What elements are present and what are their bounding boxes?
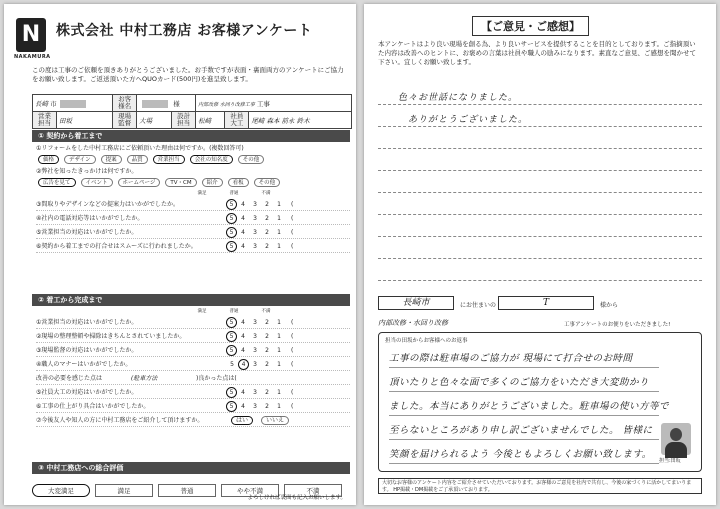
- option-tag[interactable]: 紹介: [202, 178, 223, 187]
- rating-question: 改善の必要を感じた点は: [36, 375, 103, 382]
- reply-line: 至らないところがあり申し訳ございませんでした。 皆様に: [389, 421, 659, 440]
- logo-text: NAKAMURA: [14, 54, 51, 60]
- rating-row: [36, 199, 350, 211]
- overall-option[interactable]: 普通: [158, 484, 216, 497]
- rating-option[interactable]: 4: [241, 389, 245, 396]
- rating-question: ⑤営業担当の対応はいかがでしたか。: [36, 229, 138, 236]
- option-tag[interactable]: デザイン: [64, 155, 96, 164]
- question-1-options: [38, 155, 269, 164]
- rating-option[interactable]: 4: [241, 243, 245, 250]
- rating-option[interactable]: 2: [265, 229, 269, 236]
- rating-question: ⑥工事の仕上がり具合はいかがでしたか。: [36, 403, 150, 410]
- paren-open: (: [291, 389, 294, 396]
- rating-option[interactable]: 5: [226, 199, 237, 210]
- option-tag[interactable]: その他: [254, 178, 281, 187]
- section-3-header: ③ 中村工務店への総合評価: [32, 462, 350, 474]
- scale-label: 満足: [197, 191, 207, 196]
- survey-header: [16, 14, 346, 68]
- paren-open: (: [291, 403, 294, 410]
- rating-scale: [226, 241, 285, 253]
- rating-option[interactable]: 1: [277, 403, 281, 410]
- rating-option[interactable]: 5: [226, 241, 237, 252]
- rating-question: ⑥契約から着工までの打合せはスムーズに行われましたか。: [36, 243, 197, 250]
- rating-scale-header: [194, 308, 274, 314]
- comment-lines: [378, 84, 702, 289]
- paren-open: (: [291, 333, 294, 340]
- city-cell: 長崎 市: [33, 95, 113, 112]
- paren-open: (: [291, 319, 294, 326]
- sales-label: 営業担当: [33, 112, 57, 129]
- rating-option[interactable]: 1: [277, 243, 281, 250]
- redacted-block: [142, 100, 168, 108]
- overall-rating: [32, 478, 350, 495]
- rating-row: [36, 373, 350, 385]
- rating-scale: [226, 199, 285, 211]
- rating-scale: [226, 401, 285, 413]
- rating-question: ③間取りやデザインなどの提案力はいかがでしたか。: [36, 201, 179, 208]
- rating-option[interactable]: 5: [226, 387, 237, 398]
- survey-back-page: [364, 4, 716, 505]
- rating-row: [36, 317, 350, 329]
- signoff-city: 長崎市: [378, 296, 454, 310]
- name-label: お客様名: [113, 95, 137, 112]
- paren-open: (: [291, 347, 294, 354]
- rating-scale: [226, 213, 285, 225]
- rating-question: ②現場の整理整頓や掃除はきちんとされていましたか。: [36, 333, 186, 340]
- rating-option[interactable]: 5: [226, 213, 237, 224]
- customer-signoff: [378, 296, 702, 312]
- customer-comment-line: ありがとうございました。: [408, 115, 529, 125]
- rating-option[interactable]: 5: [226, 331, 237, 342]
- rating-option[interactable]: 4: [241, 319, 245, 326]
- overall-option[interactable]: 大変満足: [32, 484, 90, 497]
- survey-front-page: [4, 4, 356, 505]
- scale-label: 普通: [229, 191, 239, 196]
- rating-option[interactable]: 3: [253, 201, 257, 208]
- paren-open: (: [291, 243, 294, 250]
- rating-option[interactable]: 3: [253, 319, 257, 326]
- rating-option[interactable]: 4: [241, 347, 245, 354]
- rating-question: ④社内の電話対応等はいかがでしたか。: [36, 215, 144, 222]
- rating-row: [36, 331, 350, 343]
- rating-option[interactable]: 5: [226, 401, 237, 412]
- comments-title: 【ご意見・ご感想】: [472, 16, 589, 36]
- rating-scale: [226, 359, 285, 371]
- option-tag[interactable]: 提案: [101, 155, 122, 164]
- option-tag[interactable]: 広告を見て: [38, 178, 76, 187]
- rating-option[interactable]: 3: [253, 229, 257, 236]
- rating-option[interactable]: 2: [265, 215, 269, 222]
- back-footer-note: 大切なお客様のアンケート内容をご紹介させていただいております。お客様のご意見を社内で共有し、今後の家づくりに活かしてまいります。 HP掲載・DM掲載をご了承頂いております。: [378, 478, 702, 494]
- scale-label: 普通: [229, 309, 239, 314]
- rating-option[interactable]: 2: [265, 361, 269, 368]
- name-cell: 様: [137, 95, 196, 112]
- improvement-suffix: )良かった点は(: [196, 375, 237, 382]
- option-tag[interactable]: 看板: [228, 178, 249, 187]
- design-label: 設計担当: [172, 112, 196, 129]
- rating-scale: [226, 331, 285, 343]
- rating-question: ⑤社員大工の対応はいかがでしたか。: [36, 389, 138, 396]
- rating-question: ①営業担当の対応はいかがでしたか。: [36, 319, 138, 326]
- overall-option[interactable]: 満足: [95, 484, 153, 497]
- footer-note: よろしければ裏面も記入お願いします。: [247, 495, 346, 501]
- survey-title: 株式会社 中村工務店 お客様アンケート: [56, 23, 313, 39]
- option-tag[interactable]: 品質: [127, 155, 148, 164]
- question-2-options: [38, 178, 285, 187]
- rating-option[interactable]: 5: [226, 345, 237, 356]
- option-tag[interactable]: イベント: [81, 178, 113, 187]
- work-note: 工事アンケートのお便りをいただきました!: [564, 322, 671, 328]
- paren-open: (: [291, 361, 294, 368]
- question-2: ②弊社を知ったきっかけは何ですか。: [36, 168, 138, 175]
- rating-option[interactable]: 1: [277, 201, 281, 208]
- rating-option[interactable]: 1: [277, 347, 281, 354]
- option-tag[interactable]: その他: [238, 155, 265, 164]
- carpenter-names: 尾崎 森本 前永 鈴木: [249, 112, 352, 129]
- rating-option[interactable]: 1: [277, 215, 281, 222]
- reply-line: 笑顔を届けられるよう 今後ともよろしくお願い致します。: [389, 445, 659, 464]
- rating-row: [36, 241, 350, 253]
- rating-row: [36, 359, 350, 371]
- rating-option[interactable]: 4: [238, 359, 249, 370]
- rating-scale-header: [194, 190, 274, 196]
- rating-row: [36, 415, 350, 427]
- rating-option[interactable]: 4: [241, 229, 245, 236]
- overall-option[interactable]: 不満: [284, 484, 342, 497]
- scale-label: 不満: [261, 309, 271, 314]
- question-1: ①リフォームをした中村工務店にご依頼頂いた理由は何ですか。(複数回答可): [36, 145, 244, 152]
- option-tag[interactable]: 営業担当: [153, 155, 185, 164]
- option-tag[interactable]: ホームページ: [118, 178, 161, 187]
- redacted-block: [60, 100, 86, 108]
- reply-line: ました。本当にありがとうございました。駐車場の使い方等で: [389, 397, 659, 416]
- rating-option[interactable]: 3: [253, 403, 257, 410]
- site-name: 大場: [137, 112, 172, 129]
- rating-option[interactable]: 4: [241, 201, 245, 208]
- rating-row: [36, 227, 350, 239]
- rating-question: ④職人のマナーはいかがでしたか。: [36, 361, 132, 368]
- rating-option[interactable]: 4: [241, 403, 245, 410]
- rating-option[interactable]: 2: [265, 389, 269, 396]
- rating-option[interactable]: 2: [265, 319, 269, 326]
- rating-row: [36, 213, 350, 225]
- rating-row: [36, 401, 350, 413]
- comments-intro: 本アンケートはより良い現場を創る為、より良いサービスを提供することを目的としております。ご指摘頂いた内容は改善へのヒントに、お褒めの言葉は社員や職人の励みになります。素直なご意見、ご感想を聞かせて下さい。宜しくお願い致します。: [378, 40, 696, 66]
- rating-option[interactable]: 3: [253, 361, 257, 368]
- rating-row: [36, 387, 350, 399]
- improvement-note: (駐車方法: [131, 375, 158, 382]
- rating-option[interactable]: 2: [265, 333, 269, 340]
- rating-scale: [226, 227, 285, 239]
- work-type-cell: 内部改修 水回り改修工事 工事: [196, 95, 352, 112]
- scale-label: 満足: [197, 309, 207, 314]
- signoff-initial: T: [498, 296, 594, 310]
- customer-comment-line: 色々お世話になりました。: [398, 93, 519, 103]
- rating-option[interactable]: 1: [277, 361, 281, 368]
- option-tag[interactable]: 価格: [38, 155, 59, 164]
- signoff-suffix: 様から: [600, 302, 619, 309]
- company-logo-icon: N: [16, 18, 46, 52]
- rating-option[interactable]: 4: [241, 333, 245, 340]
- reply-heading: 担当の田坂からお客様へのお返事: [385, 338, 468, 344]
- signoff-address-label: にお住まいの: [460, 302, 497, 309]
- customer-info-table: [32, 94, 352, 129]
- sales-name: 田坂: [57, 112, 113, 129]
- yes-option[interactable]: はい: [231, 416, 253, 425]
- rating-option[interactable]: 1: [277, 333, 281, 340]
- work-description: 内部改修・水回り改修: [378, 319, 448, 327]
- rating-option[interactable]: 3: [253, 333, 257, 340]
- reply-line: 頂いたりと色々な面で多くのご協力をいただき大変助かり: [389, 373, 659, 392]
- paren-open: (: [291, 201, 294, 208]
- no-option[interactable]: いいえ: [261, 416, 289, 425]
- section-1-header: ① 契約から着工まで: [32, 130, 350, 142]
- design-name: 松崎: [196, 112, 225, 129]
- rating-option[interactable]: 1: [277, 319, 281, 326]
- rating-scale: [226, 387, 285, 399]
- rating-question: ③現場監督の対応はいかがでしたか。: [36, 347, 138, 354]
- staff-photo-avatar: [661, 423, 691, 455]
- rating-scale: [226, 345, 285, 357]
- rating-option[interactable]: 5: [226, 227, 237, 238]
- rating-option[interactable]: 3: [253, 243, 257, 250]
- reply-line: 工事の際は駐車場のご協力が 現場にて打合せのお時間: [389, 349, 659, 368]
- rating-question: ⑦今後友人や知人の方に中村工務店をご紹介して頂けますか。: [36, 417, 204, 424]
- staff-reply-panel: [378, 332, 702, 472]
- site-label: 現場監督: [113, 112, 137, 129]
- rating-option[interactable]: 2: [265, 403, 269, 410]
- rating-option[interactable]: 5: [226, 317, 237, 328]
- rating-row: [36, 345, 350, 357]
- rating-option[interactable]: 5: [230, 361, 234, 368]
- rating-option[interactable]: 2: [265, 347, 269, 354]
- rating-option[interactable]: 3: [253, 215, 257, 222]
- scale-label: 不満: [261, 191, 271, 196]
- rating-option[interactable]: 3: [253, 347, 257, 354]
- rating-option[interactable]: 1: [277, 389, 281, 396]
- option-tag[interactable]: TV・CM: [165, 178, 196, 187]
- rating-option[interactable]: 4: [241, 215, 245, 222]
- paren-open: (: [291, 229, 294, 236]
- overall-option[interactable]: やや不満: [221, 484, 279, 497]
- rating-option[interactable]: 2: [265, 201, 269, 208]
- rating-scale: [226, 317, 285, 329]
- rating-option[interactable]: 2: [265, 243, 269, 250]
- option-tag[interactable]: 会社の知名度: [190, 155, 233, 164]
- staff-name: 担当:田坂: [659, 458, 681, 464]
- rating-option[interactable]: 1: [277, 229, 281, 236]
- rating-option[interactable]: 3: [253, 389, 257, 396]
- survey-intro: この度は工事のご依頼を頂きありがとうございました。お手数ですが表面・裏面両方のアンケートにご協力をお願い致します。ご返送頂いた方へQUOカード(500円)を進呈致します。: [32, 66, 344, 83]
- carpenter-label: 社員大工: [225, 112, 249, 129]
- paren-open: (: [291, 215, 294, 222]
- section-2-header: ② 着工から完成まで: [32, 294, 350, 306]
